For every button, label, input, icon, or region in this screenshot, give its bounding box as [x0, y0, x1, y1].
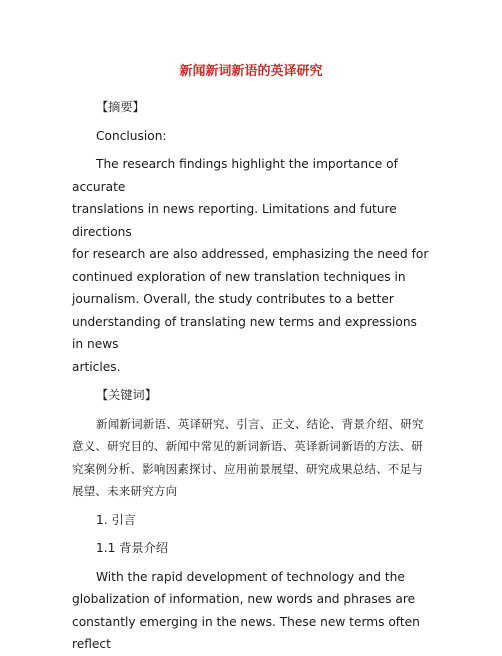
body-line: constantly emerging in the news. These new terms often reflect — [72, 614, 420, 651]
abstract-line: continued exploration of new translation techniques in — [72, 269, 406, 284]
abstract-paragraph — [72, 153, 430, 378]
keywords-line: 意义、研究目的、新闻中常见的新词新语、英译新词新语的方法、研 — [72, 439, 423, 453]
keywords-heading: 【关键词】 — [96, 388, 157, 402]
abstract-line: translations in news reporting. Limitations and future directions — [72, 202, 397, 239]
document-title: 新闻新词新语的英译研究 — [179, 64, 323, 79]
keywords-line: 展望、未来研究方向 — [72, 484, 178, 498]
keywords-line: 究案例分析、影响因素探讨、应用前景展望、研究成果总结、不足与 — [72, 461, 423, 476]
abstract-line: understanding of translating new terms and expressions in news — [72, 314, 417, 351]
keywords-paragraph — [72, 413, 430, 503]
abstract-line: for research are also addressed, emphasizing the need for — [72, 247, 429, 261]
body-line: globalization of information, new words and phrases are — [72, 592, 416, 606]
section-heading-1: 1. 引言 — [96, 512, 136, 527]
abstract-line: articles. — [72, 359, 121, 374]
body-paragraph — [72, 566, 430, 656]
body-line: With the rapid development of technology and the — [96, 569, 405, 584]
section-heading-1-1: 1.1 背景介绍 — [96, 541, 169, 555]
abstract-line: journalism. Overall, the study contributes to a better — [72, 292, 394, 306]
abstract-heading: 【摘要】 — [96, 100, 145, 114]
conclusion-label: Conclusion: — [96, 128, 167, 143]
keywords-line: 新闻新词新语、英译研究、引言、正文、结论、背景介绍、研究 — [96, 416, 424, 431]
abstract-line: The research findings highlight the importance of accurate — [72, 157, 398, 194]
